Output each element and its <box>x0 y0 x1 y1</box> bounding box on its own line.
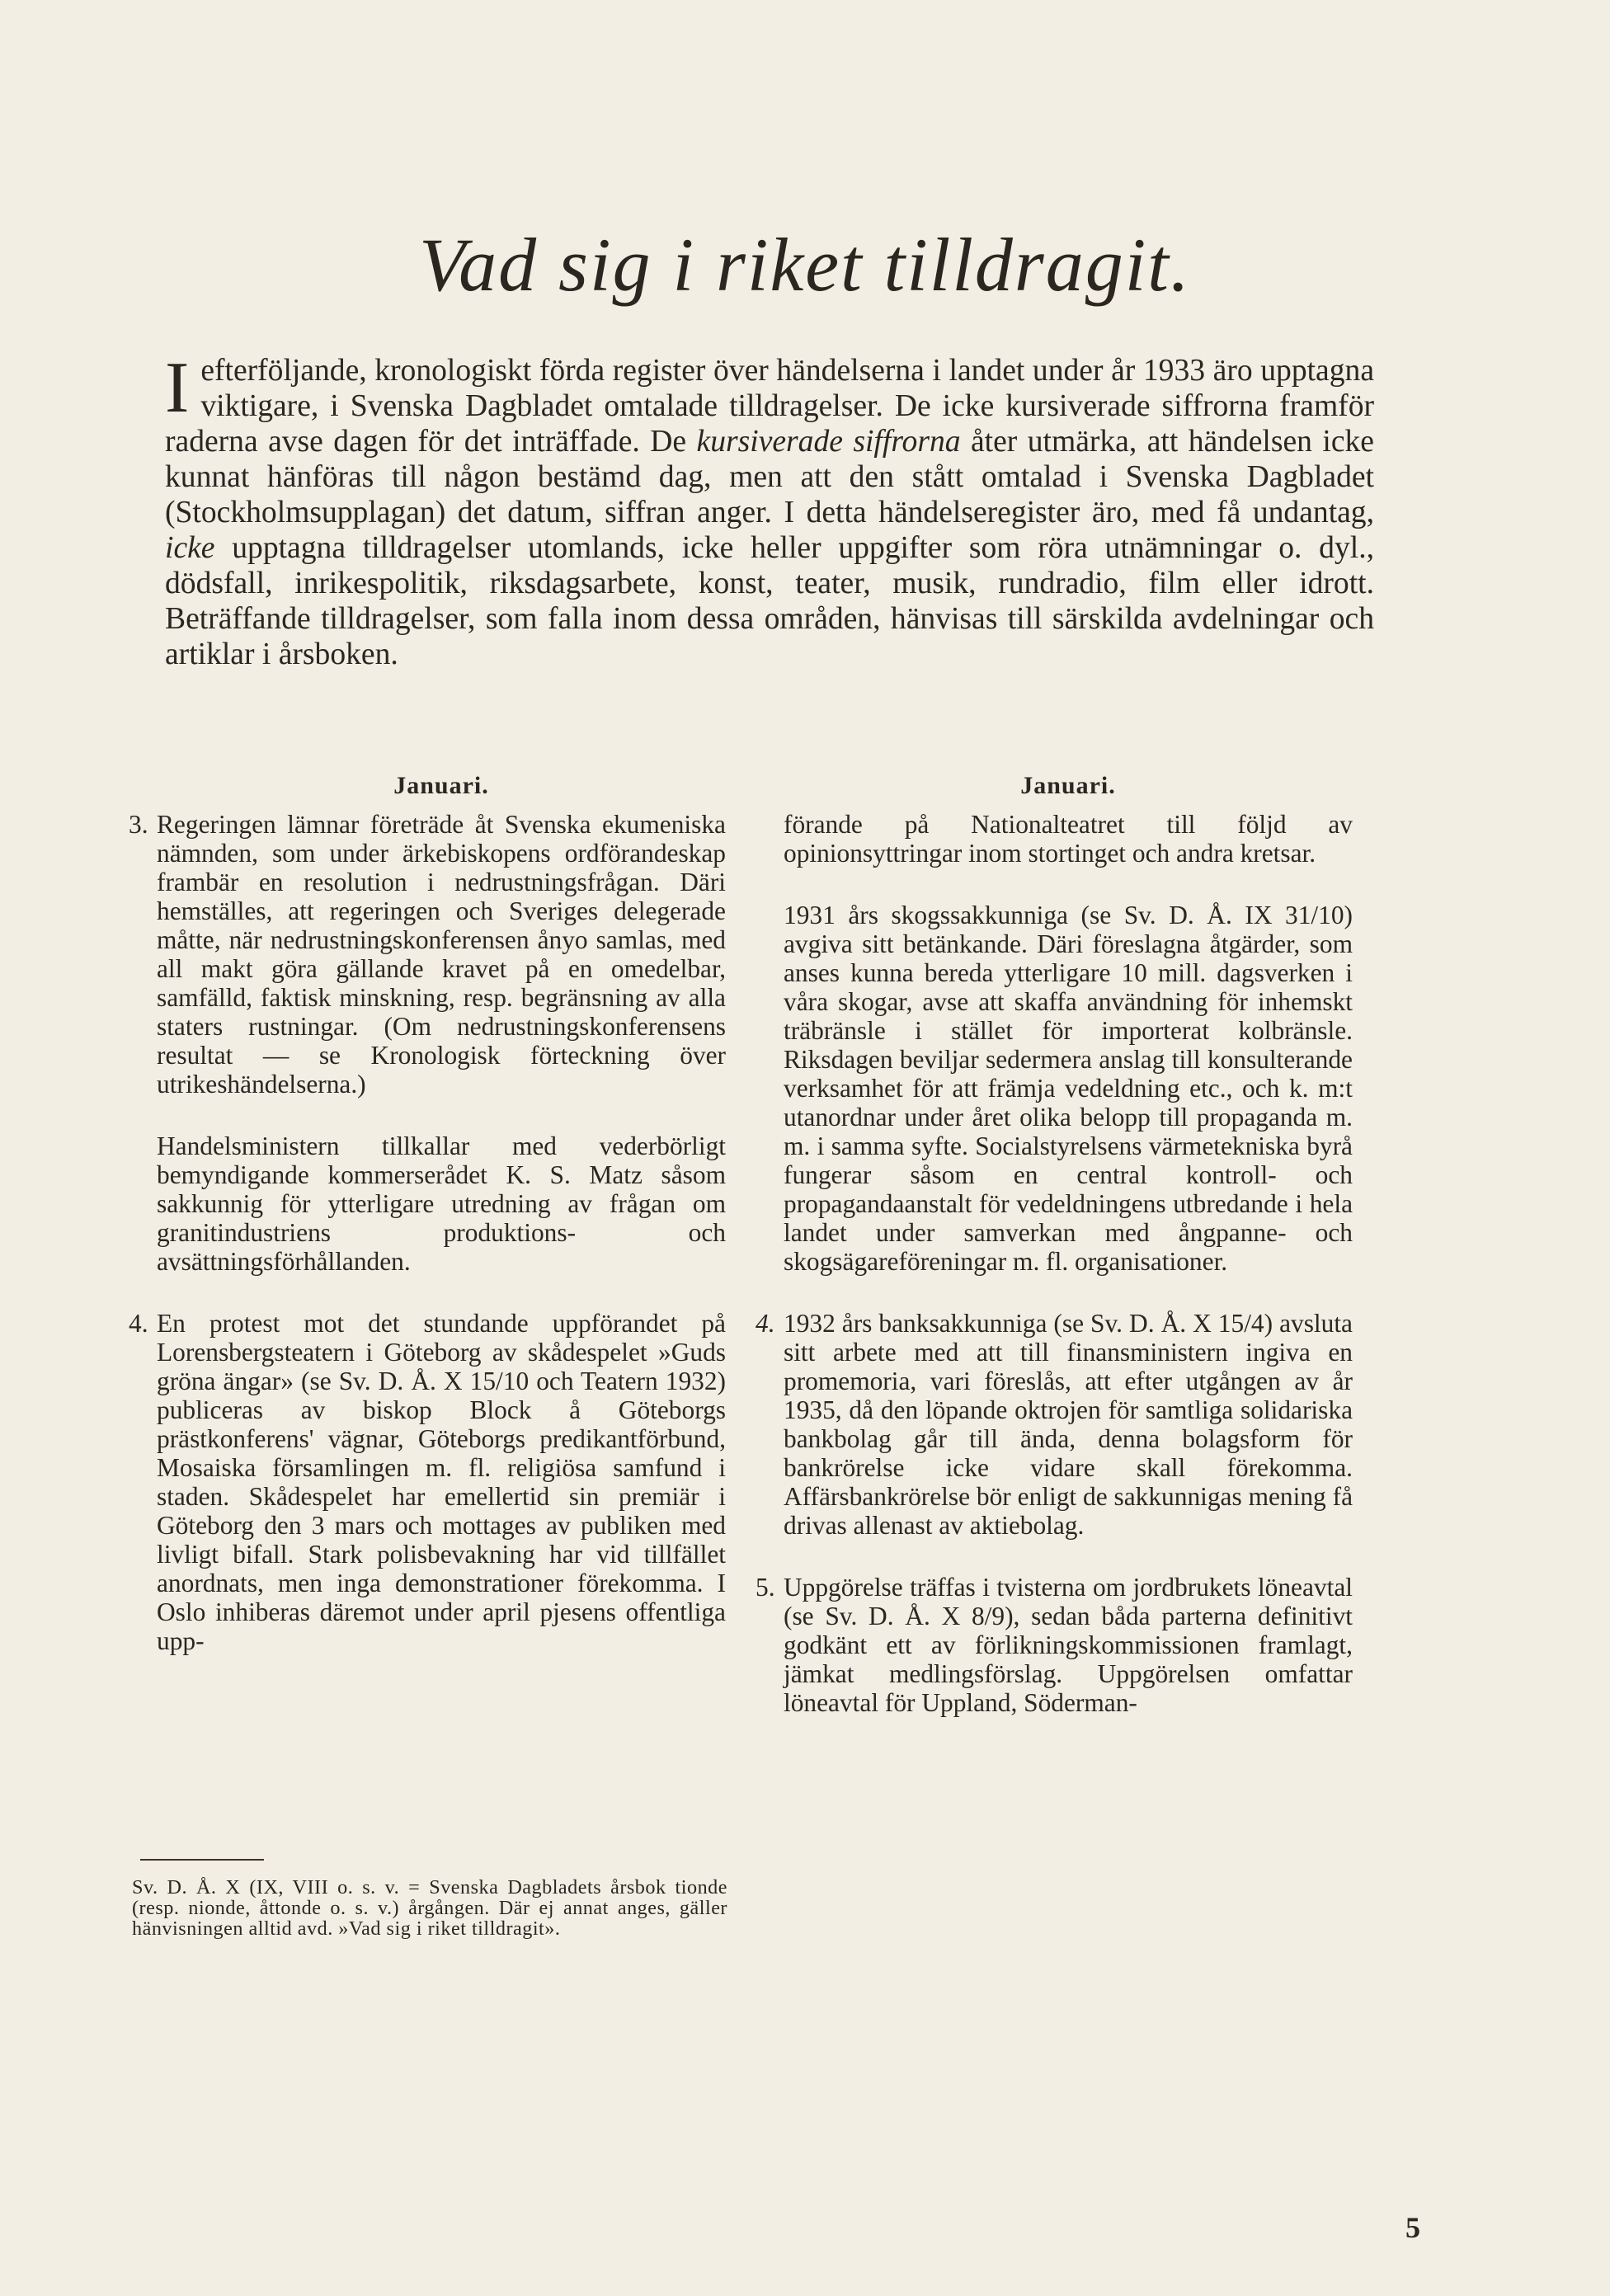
intro-italic-1: kursiverade siffrorna <box>696 425 961 459</box>
entry-jan-3b <box>157 1132 726 1276</box>
entry-text: Regeringen lämnar företräde åt Svenska ekumeniska nämnden, som under ärkebiskopens ordförandeskap frambär en resolution i nedrustningsfrågan. Däri hemställes, att regeringen och Sveriges delegerade måtte, när nedrustningskonferensen ånyo samlas, med all makt göra gällande kravet på en omedelbar, samfälld, faktisk minskning, resp. begränsning av alla staters rustningar. (Om nedrustningskonferensens resultat — se Kronologisk förteckning över utrikeshändelserna.) <box>157 810 726 1099</box>
entry-text: Uppgörelse träffas i tvisterna om jordbrukets löneavtal (se Sv. D. Å. X 8/9), sedan båda parterna definitivt godkänt ett av förlikningskommissionen framlagt, jämkat medlingsförslag. Uppgörelsen omfattar löneavtal för Uppland, Söderman- <box>784 1573 1353 1717</box>
entry-jan-3 <box>129 810 726 1099</box>
entry-continuation <box>784 810 1353 868</box>
right-column <box>756 772 1353 1750</box>
footnote-divider <box>140 1859 264 1861</box>
entry-jan-4-italic <box>756 1309 1353 1540</box>
entry-text: Handelsministern tillkallar med vederbörligt bemyndigande kommerserådet K. S. Matz såsom sakkunnig för ytterligare utredning av frågan om granitindustriens produktions- och avsättningsförhållanden. <box>157 1132 726 1276</box>
entry-jan-5 <box>756 1573 1353 1717</box>
entry-date: 3. <box>129 810 148 839</box>
left-column <box>129 772 726 1688</box>
entry-date: 5. <box>756 1573 775 1602</box>
drop-cap: I <box>165 348 190 428</box>
right-column-heading: Januari. <box>1020 772 1116 799</box>
footnote: Sv. D. Å. X (IX, VIII o. s. v. = Svenska Dagbladets årsbok tionde (resp. nionde, åttonde o. s. v.) årgången. Där ej annat anges, gäller hänvisningen alltid avd. »Vad sig i riket tilldragit». <box>132 1876 727 1940</box>
left-column-heading: Januari. <box>393 772 489 799</box>
entry-date: 4. <box>756 1309 775 1338</box>
entry-text: 1931 års skogssakkunniga (se Sv. D. Å. IX 31/10) avgiva sitt betänkande. Däri föreslagna åtgärder, som anses kunna bereda ytterligare 10 mill. dagsverken i våra skogar, avse att skaffa användning för inhemskt träbränsle i stället för importerat kolbränsle. Riksdagen beviljar sedermera anslag till konsulterande verksamhet för att främja vedeldning etc., och k. m:t utanordnar under året olika belopp till propaganda m. m. i samma syfte. Socialstyrelsens värmetekniska byrå fungerar såsom en central kontroll- och propagandaanstalt för vedeldningens utbredande i hela landet under samverkan med ångpanne- och skogsägareföreningar m. fl. organisationer. <box>784 901 1353 1276</box>
page-number: 5 <box>1405 2211 1420 2244</box>
entry-date: 4. <box>129 1309 148 1338</box>
entry-text: 1932 års banksakkunniga (se Sv. D. Å. X 15/4) avsluta sitt arbete med att till finansministern ingiva en promemoria, vari föreslås, att efter utgången av år 1935, då den löpande oktrojen för samtliga solidariska bankbolag går till ända, denna bolagsform för bankrörelse icke vidare skall förekomma. Affärsbankrörelse bör enligt de sakkunnigas mening få drivas allenast av aktiebolag. <box>784 1309 1353 1540</box>
entry-text: En protest mot det stundande uppförandet på Lorensbergsteatern i Göteborg av skådespelet »Guds gröna ängar» (se Sv. D. Å. X 15/10 och Teatern 1932) publiceras av biskop Block å Göteborgs prästkonferens' vägnar, Göteborgs predikantförbund, Mosaiska församlingen m. fl. religiösa samfund i staden. Skådespelet har emellertid sin premiär i Göteborg den 3 mars och mottages av publiken med livligt bifall. Stark polisbevakning har vid tillfället anordnats, men inga demonstrationer förekomma. I Oslo inhiberas däremot under april pjesens offentliga upp- <box>157 1309 726 1655</box>
intro-paragraph <box>165 348 1374 672</box>
page-title: Vad sig i riket tilldragit. <box>419 223 1191 307</box>
entry-jan-4 <box>129 1309 726 1655</box>
entry-text: förande på Nationalteatret till följd av opinionsyttringar inom stortinget och andra kretsar. <box>784 810 1353 868</box>
intro-text-2: åter utmärka, att händelsen icke kunnat hänföras till någon bestämd dag, men att den stått omtalad i Svenska Dagbladet (Stockholmsupplagan) det datum, siffran anger. I detta händelseregister äro, med få undantag, <box>165 425 1374 529</box>
entry-skogssakkunniga <box>784 901 1353 1276</box>
intro-text-3: upptagna tilldragelser utomlands, icke heller uppgifter som röra utnämningar o. dyl., dödsfall, inrikespolitik, riksdagsarbete, konst, teater, musik, rundradio, film eller idrott. Beträffande tilldragelser, som falla inom dessa områden, hänvisas till särskilda avdelningar och artiklar i årsboken. <box>165 531 1374 671</box>
intro-italic-2: icke <box>165 531 215 565</box>
intro-text-1: efterföljande, kronologiskt förda register över händelserna i landet under år 1933 äro upptagna viktigare, i Svenska Dagbladet omtalade tilldragelser. De icke kursiverade siffrorna framför raderna avse dagen för det inträffade. De <box>165 354 1374 459</box>
